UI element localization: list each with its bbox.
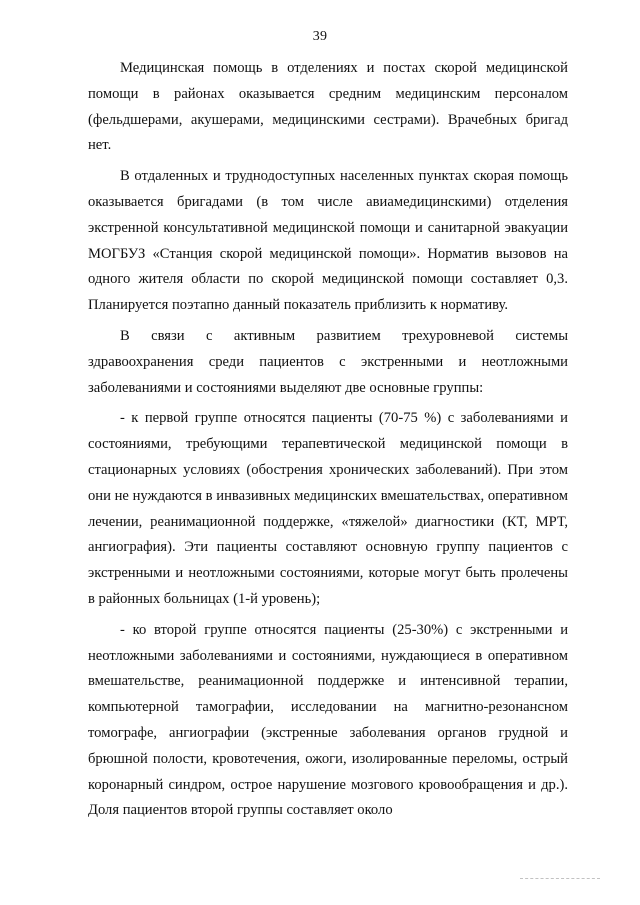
paragraph-second-group: - ко второй группе относятся пациенты (25-30%) с экстренными и неотложными заболеваниями и состояниями, нуждающиеся в оперативном вмешательстве, реанимационной поддержке и интенсивной терапии, компьютерной тамографии, исследовании на магнитно-резонансном томографе, ангиографии (экстренные заболевания органов грудной и брюшной полости, кровотечения, ожоги, изолированные переломы, острый коронарный синдром, острое нарушение мозгового кровообращения и др.). Доля пациентов второй группы составляет около: [88, 621, 568, 819]
body-text: [88, 56, 568, 824]
paragraph-ambulance-staff: Медицинская помощь в отделениях и постах скорой медицинской помощи в районах оказывается средним медицинским персоналом (фельдшерами, акушерами, медицинскими сестрами). Врачебных бригад нет.: [88, 60, 568, 154]
page-number: 39: [312, 29, 328, 44]
paragraph-first-group: - к первой группе относятся пациенты (70-75 %) с заболеваниями и состояниями, требующими терапевтической медицинской помощи в стационарных условиях (обострения хронических заболеваний). При этом они не нуждаются в инвазивных медицинских вмешательствах, оперативном лечении, реанимационной поддержке, «тяжелой» диагностики (КТ, МРТ, ангиография). Эти пациенты составляют основную группу пациентов с экстренными и неотложными состояниями, которые могут быть пролечены в районных больницах (1-й уровень);: [88, 410, 568, 607]
paragraph-remote-settlements: В отдаленных и труднодоступных населенных пунктах скорая помощь оказывается бригадами (в том числе авиамедицинскими) отделения экстренной консультативной медицинской помощи и санитарной эвакуации МОГБУЗ «Станция скорой медицинской помощи». Норматив вызовов на одного жителя области по скорой медицинской помощи составляет 0,3. Планируется поэтапно данный показатель приблизить к нормативу.: [88, 168, 568, 314]
scan-artifact: [520, 878, 600, 881]
paragraph-patient-groups-intro: В связи с активным развитием трехуровневой системы здравоохранения среди пациентов с экстренными и неотложными заболеваниями и состояниями выделяют две основные группы:: [88, 327, 568, 396]
